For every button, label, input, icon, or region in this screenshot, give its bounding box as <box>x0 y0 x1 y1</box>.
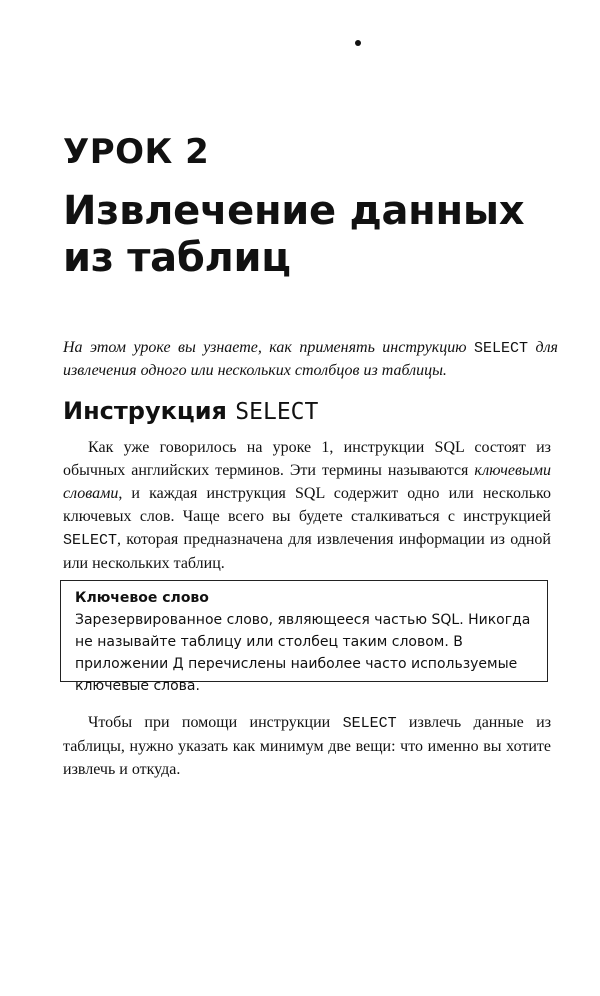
p1-text-2: , и каждая инструкция SQL содержит одно или несколько ключевых слов. Чаще всего вы будете сталкиваться с инструкцией <box>63 485 551 525</box>
section-heading-code: SELECT <box>235 399 319 425</box>
intro-text-end: для извлечения одного или нескольких столбцов из таблицы. <box>63 339 558 379</box>
chapter-title: Извлечение данных из таблиц <box>63 188 525 281</box>
p2-text-1: Чтобы при помощи инструкции <box>88 714 343 731</box>
body-paragraph-2 <box>63 711 551 781</box>
note-text: Зарезервированное слово, являющееся частью SQL. Никогда не называйте таблицу или столбец таким словом. В приложении Д перечислены наиболее часто используемые ключевые слова. <box>75 612 531 694</box>
p2-code: SELECT <box>342 715 397 732</box>
intro-text-start: На этом уроке вы узнаете, как применять инструкцию <box>63 339 475 356</box>
section-heading-text: Инструкция <box>63 397 236 425</box>
intro-paragraph <box>63 337 558 382</box>
p1-text-3: , которая предназначена для извлечения информации из одной или нескольких таблиц. <box>63 531 551 572</box>
p1-text-1: Как уже говорилось на уроке 1, инструкции SQL состоят из обычных английских терминов. Эти термины называются <box>63 439 551 479</box>
p1-code: SELECT <box>63 532 118 549</box>
p2-text-2: извлечь данные из таблицы, нужно указать как минимум две вещи: что именно вы хотите извлечь и откуда. <box>63 714 552 778</box>
note-title: Ключевое слово <box>75 590 209 606</box>
p1-emphasis: ключевыми словами <box>63 462 551 502</box>
intro-code: SELECT <box>474 340 529 357</box>
bullet-mark <box>355 40 361 46</box>
note-box <box>60 580 548 694</box>
lesson-label: УРОК 2 <box>63 132 210 172</box>
body-paragraph-1 <box>63 436 551 575</box>
section-heading <box>63 397 318 425</box>
